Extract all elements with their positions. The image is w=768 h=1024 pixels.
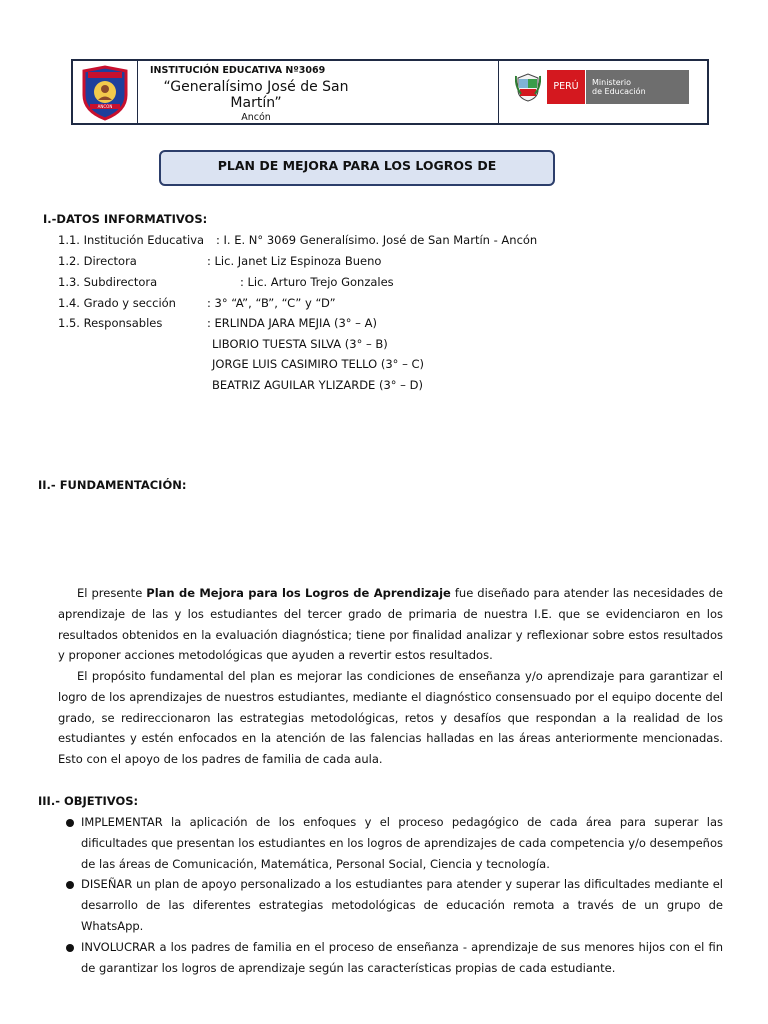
peru-coat-of-arms-icon (515, 72, 541, 102)
school-crest-icon (78, 65, 132, 124)
datos-heading: I.-DATOS INFORMATIVOS: (43, 212, 208, 226)
objetivo-text-2: DISEÑAR un plan de apoyo personalizado a los estudiantes para atender y superar las dificultades mediante el desarrollo de las diferentes estrategias metodológicas de educación remota a través de un grupo de WhatsApp. (81, 877, 723, 933)
datos-value-2: : Lic. Janet Liz Espinoza Bueno (207, 254, 382, 268)
document-title: PLAN DE MEJORA PARA LOS LOGROS DE (159, 150, 555, 186)
objetivo-text-1: IMPLEMENTAR la aplicación de los enfoques y el proceso pedagógico de cada área para superar las dificultades que presentan los estudiantes en los logros de aprendizajes de cada competencia y/o desempeños de las áreas de Comunicación, Matemática, Personal Social, Ciencia y tecnología. (81, 815, 723, 871)
school-title: INSTITUCIÓN EDUCATIVA Nº3069 (150, 65, 326, 76)
fundamentacion-paragraph-2: El propósito fundamental del plan es mejorar las condiciones de enseñanza y/o aprendizaje para garantizar el logro de los aprendizajes de nuestros estudiantes, mediante el diagnóstico consensuado por el equipo docente del grado, se redireccionaron las estrategias metodológicas, retos y desafíos que respondan a la realidad de los estudiantes y estén enfocados en la atención de las falencias halladas en las áreas anteriormente mencionadas. Esto con el apoyo de los padres de familia de cada aula. (58, 669, 723, 767)
datos-value-4: : 3° “A”, “B”, “C” y “D” (207, 296, 336, 310)
datos-value-5: : ERLINDA JARA MEJIA (3° – A) (207, 316, 377, 330)
datos-label-2: 1.2. Directora (58, 254, 137, 268)
objetivos-heading: III.- OBJETIVOS: (38, 794, 139, 808)
ministry-logo (515, 70, 689, 104)
bullet-icon (66, 881, 74, 889)
document-header (71, 59, 709, 125)
school-logo-cell (73, 61, 138, 123)
p1-bold: Plan de Mejora para los Logros de Aprendizaje (146, 586, 451, 600)
objetivos-list (66, 812, 723, 978)
crest-text: ANCON (97, 104, 113, 109)
fundamentacion-heading: II.- FUNDAMENTACIÓN: (38, 478, 187, 492)
bullet-icon (66, 944, 74, 952)
school-name-line2: Martín” (230, 95, 282, 111)
fundamentacion-paragraph-1 (58, 583, 723, 666)
list-item (66, 937, 723, 979)
datos-value-1: : I. E. N° 3069 Generalísimo. José de San Martín - Ancón (216, 233, 538, 247)
responsable-3: JORGE LUIS CASIMIRO TELLO (3° – C) (212, 357, 424, 371)
datos-label-5: 1.5. Responsables (58, 316, 163, 330)
p1-start: El presente (77, 586, 147, 600)
list-item (66, 874, 723, 936)
list-item (66, 812, 723, 874)
ministry-logo-cell (499, 61, 707, 123)
responsable-2: LIBORIO TUESTA SILVA (3° – B) (212, 337, 388, 351)
datos-label-1: 1.1. Institución Educativa (58, 233, 205, 247)
datos-label-4: 1.4. Grado y sección (58, 296, 176, 310)
ministry-label (585, 70, 689, 104)
ministry-line1: Ministerio (592, 78, 632, 87)
school-town: Ancón (241, 112, 271, 123)
school-name-line1: “Generalísimo José de San (163, 79, 349, 95)
school-name (146, 79, 366, 111)
school-name-cell (138, 61, 499, 123)
p1-end: fue diseñado para atender las necesidades de aprendizaje de las y los estudiantes del tercer grado de primaria de nuestra I.E. que se evidenciaron en los resultados obtenidos en la evaluación diagnóstica; tiene por finalidad analizar y reflexionar sobre estos resultados y proponer acciones metodológicas que ayuden a revertir estos resultados. (58, 586, 724, 663)
datos-value-3: : Lic. Arturo Trejo Gonzales (240, 275, 394, 289)
responsable-4: BEATRIZ AGUILAR YLIZARDE (3° – D) (212, 378, 423, 392)
peru-label: PERÚ (547, 70, 585, 104)
objetivo-text-3: INVOLUCRAR a los padres de familia en el proceso de enseñanza - aprendizaje de sus menores hijos con el fin de garantizar los logros de aprendizaje según las características propias de cada estudiante. (81, 939, 723, 975)
datos-label-3: 1.3. Subdirectora (58, 275, 158, 289)
bullet-icon (66, 819, 74, 827)
ministry-line2: de Educación (592, 87, 646, 96)
